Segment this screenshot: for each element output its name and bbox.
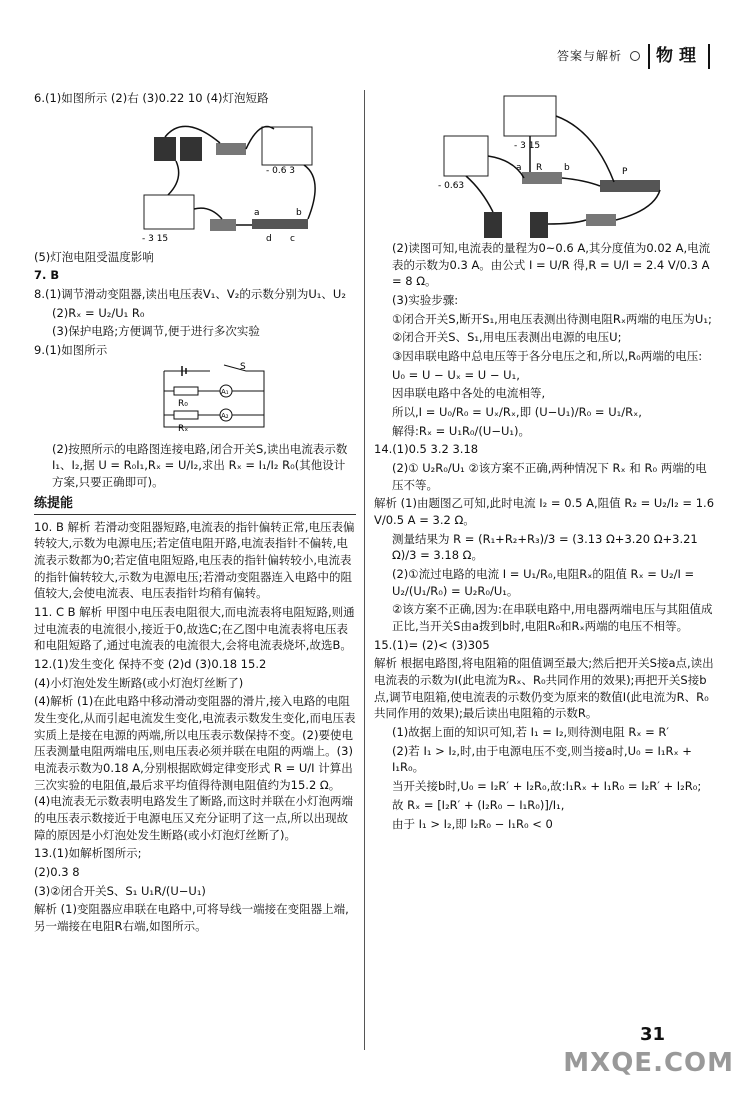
q13-step-3: ③因串联电路中总电压等于各分电压之和,所以,R₀两端的电压: (392, 349, 703, 364)
q15-7: 由于 I₁ > I₂,即 I₂R₀ − I₁R₀ < 0 (392, 816, 553, 831)
q9-2: (2)按照所示的电路图连接电路,闭合开关S,读出电流表示数 I₁、I₂,据 U = R₀I₁,Rₓ = U/I₂,求出 Rₓ = I₁/I₂ R₀(其他设计方案,只要正确即可)。 (52, 441, 348, 490)
q13-step-1: ①闭合开关S,断开S₁,用电压表测出待测电阻Rₓ两端的电压为U₁; (392, 311, 712, 326)
q9-label-r0: R₀ (178, 398, 188, 409)
q7: 7. B (34, 268, 60, 283)
q8-2: (2)Rₓ = U₂/U₁ R₀ (52, 305, 145, 320)
q6-5: (5)灯泡电阻受温度影响 (34, 249, 154, 264)
q13-label-p: P (622, 167, 628, 177)
header-title: 答案与解析 (556, 48, 622, 63)
q6-label-063: - 0.6 3 (266, 165, 296, 176)
q9-label-rx: Rₓ (178, 423, 189, 434)
q6-label-b: b (296, 207, 302, 218)
q8-1: 8.(1)调节滑动变阻器,读出电压表V₁、V₂的示数分别为U₁、U₂ (34, 287, 346, 302)
q6-label-315: - 3 15 (142, 233, 169, 244)
q6-answer: 6.(1)如图所示 (2)右 (3)0.22 10 (4)灯泡短路 (34, 91, 269, 105)
q12-3: (4)解析 (1)在此电路中移动滑动变阻器的滑片,接入电路的电阻发生变化,从而引起电流发生变化,电流表示数发生变化,而电压表实质上是接在电源的两端,所以电压表示数保持不变。(2)要使电压表测量电阻两端电压,则电压表必须并联在电阻的两端上。(3)电流表示数为0.18 A,分别根据欧姆定律变形式 R = U/I 计算出三次实验的电阻值,最后求平均值得待测电阻值约为15.2 Ω。(4)电流表无示数表明电路发生了断路,而这时并联在小灯泡两端的电压表示数接近于电源电压又充分证明了这一点,所以出现故障的原因是小灯泡处发生断路(或小灯泡灯丝断了)。 (34, 694, 356, 842)
q14-1: 14.(1)0.5 3.2 3.18 (374, 442, 479, 457)
q13-read: (2)读图可知,电流表的量程为0~0.6 A,其分度值为0.02 A,电流表的示数为0.3 A。由公式 I = U/R 得,R = U/I = 2.4 V/0.3 A = 8 Ω。 (392, 241, 711, 289)
left-column (34, 90, 356, 937)
header-dot-icon (630, 51, 640, 61)
q13-3: (3)②闭合开关S、S₁ U₁R/(U−U₁) (34, 883, 206, 898)
q13-step-4: U₀ = U − Uₓ = U − U₁, (392, 367, 520, 382)
q11: 11. C B 解析 甲图中电压表电阻很大,而电流表将电阻短路,则通过电流表的电流很小,接近于0,故选C;在乙图中电流表将电压表和电阻短路了,通过电流表的电流很大,会将电流表烧坏,故选B。 (34, 604, 355, 653)
q10: 10. B 解析 若滑动变阻器短路,电流表的指针偏转正常,电压表偏转较大,示数为电源电压;若定值电阻开路,电流表指针不偏转,电流表示数都为0;若定值电阻短路,电压表的指针偏转较小,电流表的指针偏转较大,示数为电源电压;若滑动变阻器连入电路中的阻值较大,会使电流表、电压表指针均稍有偏转。 (34, 519, 355, 601)
q9-label-s: S (240, 361, 246, 372)
page-header (557, 44, 710, 69)
q6-circuit-diagram (34, 109, 334, 249)
section-heading: 练提能 (34, 495, 356, 515)
q6-label-d: d (266, 233, 272, 244)
q15-2: 解析 根据电路图,将电阻箱的阻值调至最大;然后把开关S接a点,读出电流表的示数为I(此电流为Rₓ、R₀共同作用的效果);再把开关S接b点,调节电阻箱,使电流表的示数仍变为原来的数值I(此电流为R、R₀共同作用的效果);最后读出电阻箱的示数R。 (374, 656, 714, 721)
q13-label-315: - 3 15 (514, 141, 541, 151)
q6-label-c: c (290, 233, 295, 244)
header-subject: 物理 (648, 44, 710, 69)
column-divider (364, 90, 365, 1050)
q9-label-a2: A₂ (221, 411, 229, 420)
q13-step-5: 因串联电路中各处的电流相等, (392, 386, 546, 401)
q15-6: 故 Rₓ = [I₂R′ + (I₂R₀ − I₁R₀)]/I₁, (392, 797, 565, 812)
q13-step-7: 解得:Rₓ = U₁R₀/(U−U₁)。 (392, 423, 530, 438)
q13-label-b: b (564, 163, 570, 173)
right-column (374, 90, 714, 834)
q13-step-6: 所以,I = U₀/R₀ = Uₓ/Rₓ,即 (U−U₁)/R₀ = U₁/Rₓ, (392, 405, 642, 420)
q15-4: (2)若 I₁ > I₂,时,由于电源电压不变,则当接a时,U₀ = I₁Rₓ + I₁R₀。 (392, 743, 692, 775)
q14-4: 测量结果为 R = (R₁+R₂+R₃)/3 = (3.13 Ω+3.20 Ω+3.21 Ω)/3 = 3.18 Ω。 (392, 531, 698, 563)
q13-steps: (3)实验步骤: (392, 293, 459, 308)
page-number: 31 (640, 1024, 666, 1045)
q13-circuit-diagram (374, 90, 704, 240)
q14-5: (2)①流过电路的电流 I = U₁/R₀,电阻Rₓ的阻值 Rₓ = U₂/I = U₂/(U₁/R₀) = U₂R₀/U₁。 (392, 567, 695, 598)
q14-3: 解析 (1)由题图乙可知,此时电流 I₂ = 0.5 A,阻值 R₂ = U₂/I₂ = 1.6 V/0.5 A = 3.2 Ω。 (374, 496, 715, 528)
q9-1: 9.(1)如图所示 (34, 343, 108, 358)
q9-circuit-diagram (34, 361, 334, 441)
q13-4: 解析 (1)变阻器应串联在电路中,可将导线一端接在变阻器上端,另一端接在电阻R右端,如图所示。 (34, 902, 349, 934)
q9-label-a1: A₁ (221, 387, 229, 396)
q13-1: 13.(1)如解析图所示; (34, 846, 142, 861)
q13-2: (2)0.3 8 (34, 865, 80, 879)
q13-step-2: ②闭合开关S、S₁,用电压表测出电源的电压U; (392, 330, 622, 345)
q13-label-063: - 0.63 (438, 181, 465, 191)
q13-label-r: R (536, 163, 543, 173)
q8-3: (3)保护电路;方便调节,便于进行多次实验 (52, 324, 260, 339)
q14-6: ②该方案不正确,因为:在串联电路中,用电器两端电压与其阻值成正比,当开关S由a拨到b时,电阻R₀和Rₓ两端的电压不相等。 (392, 602, 713, 634)
watermark-logo: MXQE.COM (563, 1048, 734, 1079)
q15-1: 15.(1)= (2)< (3)305 (374, 637, 490, 652)
q12-1: 12.(1)发生变化 保持不变 (2)d (3)0.18 15.2 (34, 656, 267, 671)
q15-5: 当开关接b时,U₀ = I₂R′ + I₂R₀,故:I₁Rₓ + I₁R₀ = I₂R′ + I₂R₀; (392, 779, 702, 794)
q12-2: (4)小灯泡处发生断路(或小灯泡灯丝断了) (34, 675, 244, 690)
q15-3: (1)故据上面的知识可知,若 I₁ = I₂,则待测电阻 Rₓ = R′ (392, 725, 670, 740)
q14-2: (2)① U₂R₀/U₁ ②该方案不正确,两种情况下 Rₓ 和 R₀ 两端的电压不等。 (392, 461, 707, 492)
q6-label-a: a (254, 207, 260, 218)
q13-label-a: a (516, 163, 522, 173)
